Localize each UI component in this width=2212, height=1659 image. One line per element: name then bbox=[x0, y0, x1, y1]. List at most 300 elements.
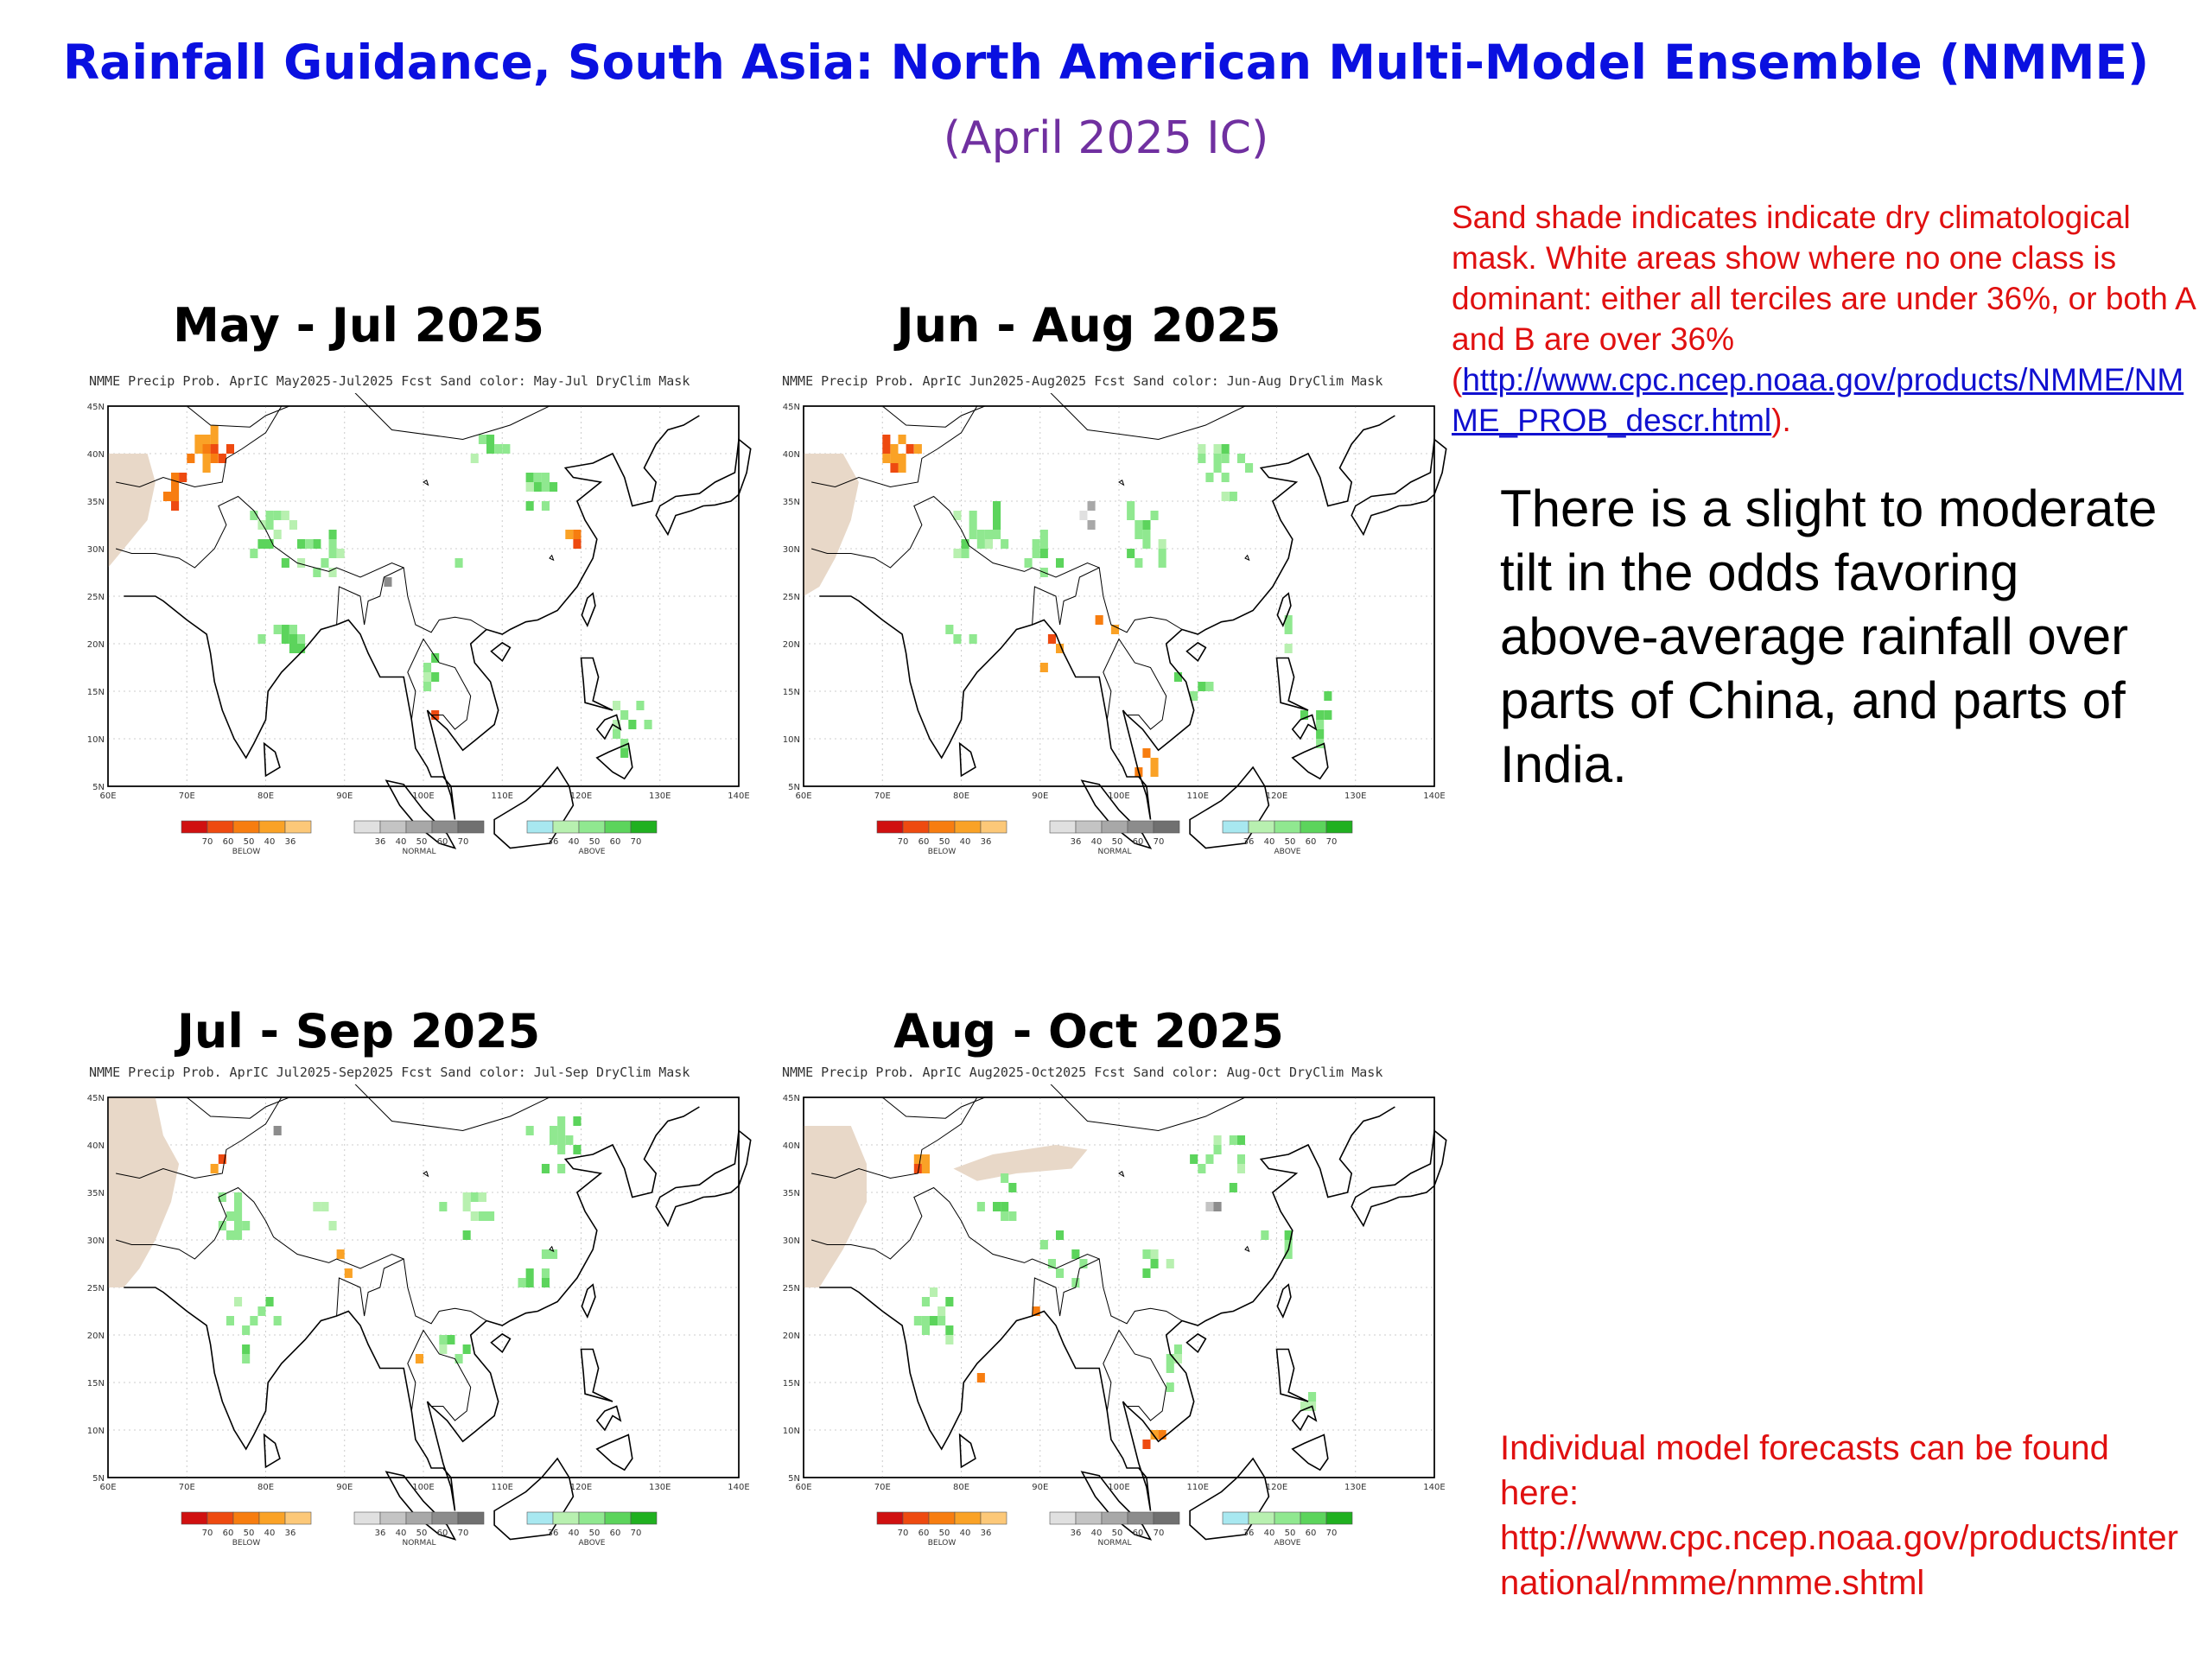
probability-cell bbox=[502, 444, 510, 454]
probability-cell bbox=[550, 1126, 557, 1135]
probability-cell bbox=[550, 482, 557, 492]
probability-cell bbox=[969, 634, 977, 644]
legend-swatch-below bbox=[981, 1512, 1007, 1524]
legend-swatch-below bbox=[877, 821, 903, 833]
probability-cell bbox=[1198, 444, 1205, 454]
probability-cell bbox=[922, 1325, 930, 1335]
probability-cell bbox=[550, 1135, 557, 1145]
legend-swatch-normal bbox=[458, 1512, 484, 1524]
legend-swatch-normal bbox=[354, 1512, 380, 1524]
probability-cell bbox=[922, 1316, 930, 1325]
probability-cell bbox=[1071, 1249, 1079, 1259]
probability-cell bbox=[1127, 501, 1135, 511]
probability-cell bbox=[1198, 1164, 1205, 1173]
sand-note-text: Sand shade indicates indicate dry climatological mask. White areas show where no one class is dominant: either all terciles are under 36%, or both A and B are over 36% bbox=[1452, 200, 2195, 357]
legend-swatch-below bbox=[181, 1512, 207, 1524]
lon-label: 130E bbox=[1344, 1483, 1367, 1492]
legend-tick-above: 40 bbox=[568, 837, 580, 847]
probability-cell bbox=[1159, 539, 1166, 549]
probability-cell bbox=[1198, 454, 1205, 463]
lon-label: 60E bbox=[795, 791, 812, 801]
panel-title-jun-aug: Jun - Aug 2025 bbox=[896, 298, 1281, 353]
legend-tick-below: 50 bbox=[938, 1529, 950, 1538]
probability-cell bbox=[257, 539, 265, 549]
lat-label: 5N bbox=[92, 783, 105, 792]
lon-label: 120E bbox=[569, 1483, 593, 1492]
probability-cell bbox=[219, 454, 226, 463]
legend-tick-normal: 40 bbox=[395, 837, 407, 847]
probability-cell bbox=[1230, 1135, 1237, 1145]
probability-cell bbox=[526, 473, 534, 482]
probability-cell bbox=[250, 1316, 257, 1325]
lat-label: 15N bbox=[86, 688, 105, 697]
model-note-link[interactable]: http://www.cpc.ncep.noaa.gov/products/international/nmme/nmme.shtml bbox=[1500, 1519, 2178, 1602]
probability-cell bbox=[313, 1202, 321, 1211]
legend-tick-normal: 70 bbox=[1153, 837, 1165, 847]
probability-cell bbox=[1261, 1230, 1268, 1240]
legend-tick-normal: 60 bbox=[436, 837, 448, 847]
probability-cell bbox=[234, 1230, 242, 1240]
probability-cell bbox=[914, 444, 922, 454]
probability-cell bbox=[423, 663, 431, 672]
panel-title-may-jul: May - Jul 2025 bbox=[173, 298, 544, 353]
probability-cell bbox=[1237, 1135, 1245, 1145]
probability-cell bbox=[1205, 473, 1213, 482]
probability-cell bbox=[187, 454, 194, 463]
probability-cell bbox=[1088, 501, 1096, 511]
map-header-may-jul: NMME Precip Prob. AprIC May2025-Jul2025 Fcst Sand color: May-Jul DryClim Mask bbox=[89, 373, 690, 389]
panel-title-jul-sep: Jul - Sep 2025 bbox=[176, 1004, 541, 1058]
probability-cell bbox=[250, 549, 257, 558]
probability-cell bbox=[274, 511, 282, 520]
probability-cell bbox=[455, 1354, 463, 1363]
probability-cell bbox=[977, 1373, 985, 1382]
lon-label: 80E bbox=[257, 1483, 275, 1492]
probability-cell bbox=[1001, 1202, 1008, 1211]
probability-cell bbox=[305, 539, 313, 549]
legend-swatch-normal bbox=[406, 1512, 432, 1524]
probability-cell bbox=[1324, 710, 1332, 720]
probability-cell bbox=[977, 539, 985, 549]
probability-cell bbox=[234, 1192, 242, 1202]
legend-tick-normal: 36 bbox=[1070, 1529, 1082, 1538]
lat-label: 10N bbox=[782, 735, 800, 745]
legend-swatch-above bbox=[553, 1512, 579, 1524]
probability-cell bbox=[1316, 710, 1324, 720]
map-header-jun-aug: NMME Precip Prob. AprIC Jun2025-Aug2025 Fcst Sand color: Jun-Aug DryClim Mask bbox=[782, 373, 1383, 389]
probability-cell bbox=[993, 530, 1001, 539]
probability-cell bbox=[1040, 530, 1048, 539]
lat-label: 45N bbox=[782, 403, 800, 412]
lon-label: 100E bbox=[412, 791, 435, 801]
legend-label-above: ABOVE bbox=[1274, 1539, 1301, 1548]
probability-cell bbox=[1127, 511, 1135, 520]
probability-cell bbox=[171, 501, 179, 511]
probability-cell bbox=[321, 1202, 328, 1211]
probability-cell bbox=[620, 748, 628, 758]
probability-cell bbox=[234, 1221, 242, 1230]
legend-label-below: BELOW bbox=[927, 848, 957, 856]
lon-label: 80E bbox=[952, 1483, 970, 1492]
lon-label: 90E bbox=[1032, 1483, 1049, 1492]
legend-swatch-below bbox=[981, 821, 1007, 833]
lat-label: 10N bbox=[86, 735, 105, 745]
probability-cell bbox=[289, 625, 297, 634]
probability-cell bbox=[1001, 1173, 1008, 1183]
probability-cell bbox=[274, 625, 282, 634]
lat-label: 30N bbox=[86, 545, 105, 555]
probability-cell bbox=[282, 558, 289, 568]
probability-cell bbox=[211, 1164, 219, 1173]
legend-swatch-below bbox=[233, 821, 259, 833]
legend-tick-normal: 50 bbox=[1111, 1529, 1123, 1538]
legend-tick-normal: 60 bbox=[1132, 837, 1144, 847]
probability-cell bbox=[1033, 539, 1040, 549]
probability-cell bbox=[1040, 663, 1048, 672]
lat-label: 45N bbox=[782, 1094, 800, 1103]
probability-cell bbox=[628, 720, 636, 729]
probability-cell bbox=[899, 454, 906, 463]
legend-swatch-above bbox=[553, 821, 579, 833]
legend-swatch-below bbox=[285, 821, 311, 833]
legend-swatch-above bbox=[1326, 1512, 1352, 1524]
probability-cell bbox=[203, 463, 211, 473]
lon-label: 90E bbox=[1032, 791, 1049, 801]
lon-label: 130E bbox=[649, 1483, 671, 1492]
legend-tick-below: 36 bbox=[284, 1529, 296, 1538]
probability-cell bbox=[945, 625, 953, 634]
lon-label: 70E bbox=[178, 791, 195, 801]
probability-cell bbox=[345, 1268, 353, 1278]
probability-cell bbox=[930, 1287, 938, 1297]
probability-cell bbox=[922, 1297, 930, 1306]
probability-cell bbox=[1316, 729, 1324, 739]
legend-tick-normal: 40 bbox=[1090, 837, 1103, 847]
probability-cell bbox=[899, 435, 906, 444]
legend-tick-below: 50 bbox=[243, 1529, 255, 1538]
probability-cell bbox=[463, 1192, 471, 1202]
legend-label-above: ABOVE bbox=[578, 1539, 606, 1548]
legend-swatch-normal bbox=[1076, 1512, 1102, 1524]
probability-cell bbox=[226, 444, 234, 454]
probability-cell bbox=[486, 444, 494, 454]
legend-tick-normal: 36 bbox=[374, 1529, 386, 1538]
probability-cell bbox=[479, 1192, 486, 1202]
probability-cell bbox=[494, 444, 502, 454]
probability-cell bbox=[171, 492, 179, 501]
legend-swatch-below bbox=[903, 1512, 929, 1524]
lon-label: 60E bbox=[99, 1483, 117, 1492]
probability-cell bbox=[1135, 558, 1142, 568]
probability-cell bbox=[938, 1316, 945, 1325]
probability-cell bbox=[557, 1126, 565, 1135]
legend-tick-above: 70 bbox=[1325, 1529, 1338, 1538]
legend-swatch-below bbox=[903, 821, 929, 833]
probability-cell bbox=[439, 1202, 447, 1211]
probability-cell bbox=[226, 1316, 234, 1325]
legend-label-normal: NORMAL bbox=[1097, 1539, 1132, 1548]
probability-cell bbox=[329, 539, 337, 549]
lon-label: 90E bbox=[336, 791, 353, 801]
probability-cell bbox=[257, 1306, 265, 1316]
legend-swatch-above bbox=[1249, 821, 1274, 833]
legend-tick-above: 36 bbox=[1243, 837, 1255, 847]
probability-cell bbox=[906, 444, 914, 454]
legend-swatch-normal bbox=[1128, 1512, 1154, 1524]
probability-cell bbox=[573, 1116, 581, 1126]
legend-swatch-normal bbox=[1050, 821, 1076, 833]
lat-label: 35N bbox=[782, 1189, 800, 1198]
legend-swatch-above bbox=[579, 1512, 605, 1524]
probability-cell bbox=[1205, 682, 1213, 691]
legend-tick-above: 60 bbox=[609, 837, 621, 847]
probability-cell bbox=[1033, 549, 1040, 558]
probability-cell bbox=[1237, 454, 1245, 463]
probability-cell bbox=[179, 473, 187, 482]
probability-cell bbox=[1142, 530, 1150, 539]
probability-cell bbox=[297, 634, 305, 644]
probability-cell bbox=[171, 482, 179, 492]
probability-cell bbox=[1166, 1382, 1174, 1392]
probability-cell bbox=[203, 435, 211, 444]
probability-cell bbox=[1142, 539, 1150, 549]
lon-label: 100E bbox=[1108, 1483, 1130, 1492]
probability-cell bbox=[930, 1316, 938, 1325]
legend-tick-above: 40 bbox=[1263, 837, 1275, 847]
probability-cell bbox=[203, 454, 211, 463]
lon-label: 60E bbox=[99, 791, 117, 801]
lon-label: 130E bbox=[1344, 791, 1367, 801]
probability-cell bbox=[1205, 1154, 1213, 1164]
probability-cell bbox=[542, 482, 550, 492]
lat-label: 40N bbox=[86, 1141, 105, 1151]
probability-cell bbox=[1237, 1154, 1245, 1164]
probability-cell bbox=[439, 1335, 447, 1344]
lon-label: 130E bbox=[649, 791, 671, 801]
probability-cell bbox=[1222, 444, 1230, 454]
lat-label: 20N bbox=[86, 1332, 105, 1341]
probability-cell bbox=[557, 1116, 565, 1126]
legend-tick-normal: 50 bbox=[1111, 837, 1123, 847]
map-header-aug-oct: NMME Precip Prob. AprIC Aug2025-Oct2025 Fcst Sand color: Aug-Oct DryClim Mask bbox=[782, 1065, 1383, 1080]
probability-cell bbox=[1142, 1249, 1150, 1259]
lat-label: 15N bbox=[782, 1379, 800, 1389]
lon-label: 70E bbox=[874, 1483, 891, 1492]
probability-cell bbox=[534, 473, 542, 482]
probability-cell bbox=[242, 1354, 250, 1363]
legend-swatch-above bbox=[631, 1512, 657, 1524]
legend-tick-below: 60 bbox=[918, 837, 930, 847]
lon-label: 120E bbox=[1265, 791, 1288, 801]
lat-label: 20N bbox=[782, 1332, 800, 1341]
probability-cell bbox=[274, 1316, 282, 1325]
probability-cell bbox=[977, 1202, 985, 1211]
probability-cell bbox=[1151, 758, 1159, 767]
probability-cell bbox=[226, 1211, 234, 1221]
legend-tick-above: 40 bbox=[568, 1529, 580, 1538]
legend-swatch-normal bbox=[432, 1512, 458, 1524]
legend-tick-below: 70 bbox=[201, 1529, 213, 1538]
probability-cell bbox=[234, 1211, 242, 1221]
legend-tick-above: 50 bbox=[1284, 837, 1296, 847]
probability-cell bbox=[234, 1297, 242, 1306]
probability-cell bbox=[329, 1221, 337, 1230]
probability-cell bbox=[329, 530, 337, 539]
probability-cell bbox=[1222, 473, 1230, 482]
probability-cell bbox=[969, 511, 977, 520]
legend-tick-below: 36 bbox=[980, 837, 992, 847]
probability-cell bbox=[1174, 672, 1182, 682]
legend-swatch-normal bbox=[458, 821, 484, 833]
lon-label: 110E bbox=[1186, 791, 1209, 801]
lat-label: 30N bbox=[86, 1236, 105, 1246]
probability-cell bbox=[1190, 1154, 1198, 1164]
legend-swatch-above bbox=[1300, 821, 1326, 833]
probability-cell bbox=[1040, 549, 1048, 558]
probability-cell bbox=[565, 530, 573, 539]
legend-swatch-normal bbox=[1154, 821, 1179, 833]
legend-swatch-normal bbox=[1102, 821, 1128, 833]
lon-label: 110E bbox=[1186, 1483, 1209, 1492]
probability-cell bbox=[194, 444, 202, 454]
page-title: Rainfall Guidance, South Asia: North American Multi-Model Ensemble (NMME) bbox=[62, 35, 2150, 90]
probability-cell bbox=[282, 511, 289, 520]
legend-label-above: ABOVE bbox=[1274, 848, 1301, 856]
probability-cell bbox=[1151, 1259, 1159, 1268]
legend-tick-above: 70 bbox=[1325, 837, 1338, 847]
probability-cell bbox=[337, 549, 345, 558]
probability-cell bbox=[1159, 558, 1166, 568]
probability-cell bbox=[969, 530, 977, 539]
probability-cell bbox=[1040, 1240, 1048, 1249]
legend-tick-above: 36 bbox=[547, 1529, 559, 1538]
probability-cell bbox=[1008, 1183, 1016, 1192]
probability-cell bbox=[211, 425, 219, 435]
lon-label: 90E bbox=[336, 1483, 353, 1492]
probability-cell bbox=[463, 1230, 471, 1240]
probability-cell bbox=[266, 511, 274, 520]
legend-swatch-normal bbox=[1050, 1512, 1076, 1524]
probability-cell bbox=[1285, 625, 1293, 634]
probability-cell bbox=[1088, 520, 1096, 530]
probability-cell bbox=[542, 501, 550, 511]
model-note bbox=[1500, 1426, 2183, 1605]
page-subtitle: (April 2025 IC) bbox=[943, 112, 1269, 164]
map-aug-oct bbox=[765, 1084, 1456, 1551]
lon-label: 60E bbox=[795, 1483, 812, 1492]
probability-cell bbox=[945, 1335, 953, 1344]
legend-swatch-below bbox=[207, 821, 233, 833]
legend-label-below: BELOW bbox=[232, 848, 261, 856]
probability-cell bbox=[1159, 549, 1166, 558]
probability-cell bbox=[557, 1145, 565, 1154]
legend-tick-normal: 40 bbox=[395, 1529, 407, 1538]
probability-cell bbox=[1174, 1354, 1182, 1363]
probability-cell bbox=[620, 710, 628, 720]
probability-cell bbox=[274, 1126, 282, 1135]
probability-cell bbox=[1079, 511, 1087, 520]
legend-tick-normal: 70 bbox=[457, 1529, 469, 1538]
probability-cell bbox=[384, 577, 391, 587]
legend-swatch-above bbox=[1274, 1512, 1300, 1524]
probability-cell bbox=[899, 463, 906, 473]
probability-cell bbox=[645, 720, 652, 729]
legend-tick-above: 50 bbox=[588, 1529, 601, 1538]
probability-cell bbox=[1142, 520, 1150, 530]
probability-cell bbox=[1174, 1344, 1182, 1354]
legend-tick-above: 60 bbox=[609, 1529, 621, 1538]
probability-cell bbox=[922, 1164, 930, 1173]
lon-label: 140E bbox=[1423, 1483, 1446, 1492]
probability-cell bbox=[985, 530, 993, 539]
map-header-jul-sep: NMME Precip Prob. AprIC Jul2025-Sep2025 Fcst Sand color: Jul-Sep DryClim Mask bbox=[89, 1065, 690, 1080]
lat-label: 5N bbox=[788, 783, 800, 792]
sand-note: Sand shade indicates indicate dry climatological mask. White areas show where no one class is dominant: either all terciles are under 36%, or both A and B are over 36% (http://www.cpc.ncep.noaa.gov/products/NMME/NMME_PROB_descr.html). bbox=[1452, 200, 2195, 438]
probability-cell bbox=[471, 454, 479, 463]
probability-cell bbox=[985, 539, 993, 549]
probability-cell bbox=[993, 501, 1001, 511]
lon-label: 100E bbox=[412, 1483, 435, 1492]
probability-cell bbox=[431, 672, 439, 682]
legend-swatch-above bbox=[1274, 821, 1300, 833]
sand-note-link[interactable]: http://www.cpc.ncep.noaa.gov/products/NMME/NMME_PROB_descr.html bbox=[1452, 362, 2184, 438]
probability-cell bbox=[1056, 1230, 1064, 1240]
probability-cell bbox=[1198, 682, 1205, 691]
probability-cell bbox=[1205, 1202, 1213, 1211]
probability-cell bbox=[1308, 1392, 1316, 1402]
lat-label: 35N bbox=[782, 498, 800, 507]
probability-cell bbox=[455, 558, 463, 568]
probability-cell bbox=[882, 444, 890, 454]
legend-swatch-above bbox=[1223, 1512, 1249, 1524]
lat-label: 40N bbox=[86, 450, 105, 460]
probability-cell bbox=[486, 1211, 494, 1221]
probability-cell bbox=[289, 644, 297, 653]
legend-label-normal: NORMAL bbox=[402, 1539, 436, 1548]
legend-label-normal: NORMAL bbox=[1097, 848, 1132, 856]
legend-swatch-above bbox=[527, 821, 553, 833]
probability-cell bbox=[882, 435, 890, 444]
probability-cell bbox=[234, 1202, 242, 1211]
legend-tick-below: 50 bbox=[243, 837, 255, 847]
legend-tick-above: 50 bbox=[1284, 1529, 1296, 1538]
probability-cell bbox=[1324, 691, 1332, 701]
probability-cell bbox=[1008, 1211, 1016, 1221]
probability-cell bbox=[479, 1211, 486, 1221]
lat-label: 5N bbox=[788, 1474, 800, 1484]
legend-tick-below: 40 bbox=[264, 837, 276, 847]
lon-label: 140E bbox=[728, 1483, 750, 1492]
probability-cell bbox=[1127, 549, 1135, 558]
lat-label: 25N bbox=[86, 1284, 105, 1294]
map-may-jul bbox=[69, 393, 760, 860]
probability-cell bbox=[1056, 1268, 1064, 1278]
legend-swatch-below bbox=[181, 821, 207, 833]
legend-tick-above: 50 bbox=[588, 837, 601, 847]
probability-cell bbox=[914, 1316, 922, 1325]
legend-tick-above: 70 bbox=[630, 1529, 642, 1538]
legend-tick-below: 40 bbox=[959, 837, 971, 847]
legend-swatch-normal bbox=[380, 1512, 406, 1524]
probability-cell bbox=[636, 701, 644, 710]
legend-tick-normal: 36 bbox=[1070, 837, 1082, 847]
legend-tick-below: 60 bbox=[222, 837, 234, 847]
probability-cell bbox=[557, 1164, 565, 1173]
probability-cell bbox=[471, 1211, 479, 1221]
lat-label: 25N bbox=[782, 1284, 800, 1294]
legend-swatch-normal bbox=[432, 821, 458, 833]
probability-cell bbox=[329, 549, 337, 558]
